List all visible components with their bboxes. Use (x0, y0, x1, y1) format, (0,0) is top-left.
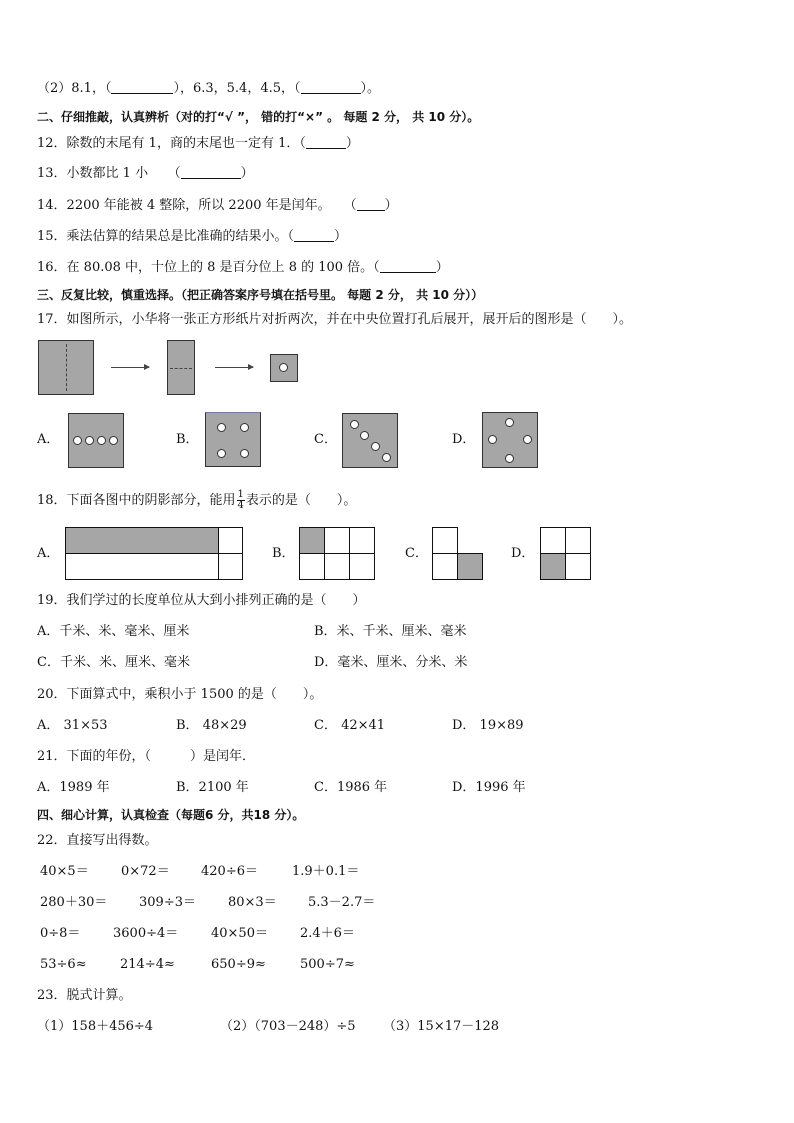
q23-item-1: （1）158＋456÷4 (37, 1019, 154, 1034)
q18-option-a-label[interactable]: A． (37, 546, 60, 561)
calc-item: 420÷6＝ (201, 864, 258, 879)
q21-option-a[interactable]: A．1989 年 (37, 780, 110, 795)
q17-option-c-figure[interactable] (342, 413, 398, 468)
calc-item: 0÷8＝ (40, 926, 81, 941)
cell (65, 553, 219, 580)
hole (350, 420, 359, 429)
folded-twice-figure (270, 354, 298, 382)
section2-title: 二、仔细推敲，认真辨析（对的打“√ ”， 错的打“×” 。 每题 2 分， 共 10 分）。 (37, 110, 480, 124)
q21-text: 21．下面的年份，（ ）是闰年． (37, 749, 256, 764)
calc-item: 214÷4≈ (120, 957, 175, 972)
answer-blank[interactable] (306, 135, 346, 149)
hole (371, 442, 380, 451)
q20-option-a[interactable]: A． 31×53 (37, 718, 108, 733)
q18-option-a-figure[interactable] (65, 527, 243, 580)
q19-option-d[interactable]: D．毫米、厘米、分米、米 (314, 655, 468, 670)
shaded-cell (540, 553, 566, 580)
arrow-icon (111, 367, 149, 368)
hole (240, 449, 249, 458)
q20-option-b[interactable]: B． 48×29 (176, 718, 247, 733)
q17-option-a-figure[interactable] (68, 413, 124, 468)
hole (523, 435, 532, 444)
q17-option-c-label[interactable]: C． (314, 432, 337, 447)
q20-option-d[interactable]: D． 19×89 (452, 718, 524, 733)
q18-option-d-label[interactable]: D． (511, 546, 535, 561)
hole (217, 423, 226, 432)
calc-item: 5.3－2.7＝ (308, 895, 376, 910)
cell (349, 527, 375, 554)
cell (324, 527, 350, 554)
calc-item: 500÷7≈ (300, 957, 355, 972)
q19-text: 19．我们学过的长度单位从大到小排列正确的是（ ） (37, 593, 366, 608)
calc-item: 53÷6≈ (40, 957, 87, 972)
answer-blank[interactable] (380, 259, 436, 273)
q13: 13．小数都比 1 小 （ ） (37, 166, 254, 181)
answer-blank[interactable] (294, 228, 334, 242)
calc-item: 0×72＝ (121, 864, 170, 879)
q18-option-d-figure[interactable] (540, 527, 591, 580)
hole (109, 436, 118, 445)
hole (73, 436, 82, 445)
cell (324, 553, 350, 580)
answer-blank[interactable] (111, 80, 173, 94)
section4-title: 四、细心计算，认真检查（每题6 分，共18 分）。 (37, 808, 305, 822)
q18-option-c-figure[interactable] (432, 527, 483, 580)
q20-text: 20．下面算式中，乘积小于 1500 的是（ ）。 (37, 687, 323, 702)
fraction-one-quarter: $\frac{1}{4}$ (237, 489, 244, 511)
calc-item: 309÷3＝ (139, 895, 196, 910)
hole (505, 418, 514, 427)
shaded-cell (457, 553, 483, 580)
q11-part2: （2）8.1，（ ），6.3，5.4，4.5，（ ）。 (37, 81, 381, 96)
hole (360, 431, 369, 440)
cell (432, 553, 458, 580)
cell (218, 527, 243, 554)
q21-option-b[interactable]: B．2100 年 (176, 780, 249, 795)
q17-option-b-figure[interactable] (205, 412, 261, 467)
q18-option-b-label[interactable]: B． (272, 546, 295, 561)
hole (488, 435, 497, 444)
q18-text: 18．下面各图中的阴影部分，能用 $\frac{1}{4}$ 表示的是（ ）。 (37, 489, 357, 511)
calc-item: 80×3＝ (228, 895, 277, 910)
cell (565, 527, 591, 554)
q14: 14．2200 年能被 4 整除，所以 2200 年是闰年。 （ ） (37, 198, 398, 213)
q18-option-b-figure[interactable] (299, 527, 375, 580)
q21-option-d[interactable]: D．1996 年 (452, 780, 526, 795)
section3-title: 三、反复比较，慎重选择。（把正确答案序号填在括号里。 每题 2 分， 共 10 分）） (37, 288, 484, 302)
shaded-cell (299, 527, 325, 554)
cell (540, 527, 566, 554)
arrow-icon (215, 367, 253, 368)
q22-text: 22．直接写出得数。 (37, 833, 158, 848)
answer-blank[interactable] (181, 165, 241, 179)
cell (349, 553, 375, 580)
calc-item: 40×5＝ (40, 864, 89, 879)
q17-option-d-figure[interactable] (482, 412, 538, 468)
hole (382, 453, 391, 462)
q15: 15．乘法估算的结果总是比准确的结果小。（ ） (37, 229, 348, 244)
cell (432, 527, 458, 554)
q19-option-a[interactable]: A．千米、米、毫米、厘米 (37, 624, 190, 639)
shaded-cell (65, 527, 219, 554)
q17-text: 17．如图所示，小华将一张正方形纸片对折两次，并在中央位置打孔后展开，展开后的图形是（ ）。 (37, 312, 633, 327)
q23-text: 23．脱式计算。 (37, 988, 132, 1003)
q16: 16．在 80.08 中，十位上的 8 是百分位上 8 的 100 倍。（ ） (37, 260, 449, 275)
hole (97, 436, 106, 445)
calc-item: 650÷9≈ (211, 957, 266, 972)
hole (217, 449, 226, 458)
q19-option-b[interactable]: B．米、千米、厘米、毫米 (314, 624, 467, 639)
q20-option-c[interactable]: C． 42×41 (314, 718, 386, 733)
folded-once-figure (167, 340, 195, 395)
calc-item: 3600÷4＝ (113, 926, 179, 941)
calc-item: 280＋30＝ (40, 895, 108, 910)
q23-item-2: （2）（703－248）÷5 (220, 1019, 356, 1034)
q21-option-c[interactable]: C．1986 年 (314, 780, 388, 795)
q17-option-d-label[interactable]: D． (452, 432, 476, 447)
q17-option-b-label[interactable]: B． (176, 432, 199, 447)
calc-item: 2.4＋6＝ (300, 926, 355, 941)
hole (85, 436, 94, 445)
q17-option-a-label[interactable]: A． (37, 432, 60, 447)
paper-square-figure (38, 340, 94, 395)
answer-blank[interactable] (357, 197, 385, 211)
cell (565, 553, 591, 580)
calc-item: 1.9＋0.1＝ (292, 864, 360, 879)
cell (218, 553, 243, 580)
punched-hole (279, 363, 288, 372)
q12: 12．除数的末尾有 1，商的末尾也一定有 1．（ ） (37, 136, 359, 151)
q18-option-c-label[interactable]: C． (405, 546, 428, 561)
q19-option-c[interactable]: C．千米、米、厘米、毫米 (37, 655, 190, 670)
calc-item: 40×50＝ (211, 926, 268, 941)
answer-blank[interactable] (301, 80, 361, 94)
cell (299, 553, 325, 580)
hole (505, 454, 514, 463)
q23-item-3: （3）15×17－128 (383, 1019, 500, 1034)
hole (240, 423, 249, 432)
